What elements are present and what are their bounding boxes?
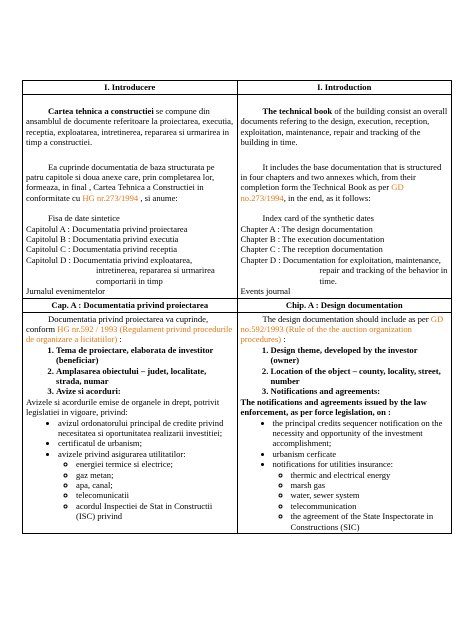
list-item: ◦ acordul Inspectiei de Stat in Constructii (ISC) privind: [76, 501, 234, 522]
right-header-introduction: I. Introduction: [237, 81, 452, 95]
list-item: ◦ thermic and electrical energy: [291, 470, 449, 480]
right-chapter-b: Chapter B : The execution documentation: [240, 234, 385, 245]
list-item: 2. Location of the object – county, locality, street, number: [271, 366, 449, 387]
list-item: [58, 449, 234, 522]
left-chapter-a: Capitolul A : Documentatia privind proiectarea: [26, 223, 188, 234]
right-numbered-list: [241, 345, 449, 397]
right-intro-cell: [237, 95, 452, 299]
right-fisa: Index card of the synthetic dates: [262, 213, 374, 224]
list-item: • avizul ordonatorului principal de credite privind necesitatea si oportunitatea realizarii investitiei;: [58, 418, 234, 439]
right-utilities-label: notifications for utilities insurance:: [272, 459, 394, 470]
left-design-text: Documentatia privind proiectarea va cuprinde, conform: [26, 313, 209, 334]
left-header-cap-a: Cap. A : Documentatia privind proiectarea: [23, 298, 238, 312]
left-design-end: :: [117, 334, 122, 345]
table-row: [23, 312, 452, 534]
list-item: ◦ telecomunicatii: [76, 490, 234, 500]
right-design-text: The design documentation should include as per: [262, 313, 431, 324]
left-hg-reference: HG nr.273/1994: [82, 192, 139, 203]
left-intro-title: Cartea tehnica a constructiei: [48, 106, 154, 116]
list-item: ◦ the agreement of the State Inspectorate in Constructions (SIC): [291, 511, 449, 532]
list-item: [273, 459, 449, 532]
left-structure-paragraph: [26, 162, 234, 204]
left-intro-paragraph: [26, 106, 234, 148]
right-intro-text: of the building consist an overall documents refering to the design, execution, reception, exploitation, maintenance, repair and tracking of the building in time.: [240, 106, 448, 148]
right-circle-list: [273, 470, 449, 532]
list-item: 3. Avize si acorduri:: [56, 386, 234, 396]
right-design-cell: [237, 312, 452, 534]
right-chapter-a: Chapter A : The design documentation: [240, 223, 373, 234]
right-intro-paragraph: [241, 106, 449, 148]
left-structure-text: Ea cuprinde documentatia de baza structurata pe patru capitole si doua anexe care, prin completarea lor, formeaza, in final , Cartea Tehnica a Constructiei in conformitate cu: [26, 161, 215, 203]
left-design-cell: [23, 312, 238, 534]
left-header-introducere: I. Introducere: [23, 81, 238, 95]
right-header-chip-a: Chip. A : Design documentation: [237, 298, 452, 312]
list-item: 2. Amplasarea obiectului – judet, localitate, strada, numar: [56, 366, 234, 387]
list-item: ◦ energiei termice si electrice;: [76, 459, 234, 469]
list-item: 1. Design theme, developed by the investor (owner): [271, 345, 449, 366]
list-item: 1. Tema de proiectare, elaborata de investitor (beneficiar): [56, 345, 234, 366]
right-structure-end: , in the end, as it follows:: [283, 192, 371, 203]
right-gd592-reference: GD no.592/1993 (Rule of the the auction organization procedures): [240, 313, 444, 345]
right-design-paragraph: [241, 314, 449, 345]
table-row: [23, 298, 452, 312]
table-row: [23, 81, 452, 95]
left-circle-list: [58, 459, 234, 521]
list-item: • certificatul de urbanism;: [58, 438, 234, 448]
right-intro-title: The technical book: [262, 106, 333, 116]
right-avize-text: The notifications and agreements issued by the law enforcement, as per force legislation, on :: [240, 396, 427, 418]
list-item: ◦ water, sewer system: [291, 490, 449, 500]
right-structure-paragraph: [241, 162, 449, 204]
left-intro-cell: [23, 95, 238, 299]
left-chapter-b: Capitolul B : Documentatia privind executia: [26, 234, 179, 245]
right-design-end: :: [281, 334, 286, 345]
list-item: ◦ gaz metan;: [76, 470, 234, 480]
left-chapter-c: Capitolul C : Documentatia privind receptia: [26, 244, 178, 255]
right-gd-reference: GD no.273/1994: [240, 182, 404, 203]
left-intro-text: se compune din ansamblul de documente referitoare la proiectarea, executia, receptia, exploatarea, intretinerea, repararea si urmarirea in timp a constructiei.: [26, 106, 234, 148]
left-utilities-label: avizele privind asigurarea utilitatilor:: [58, 448, 186, 459]
list-item: ◦ apa, canal;: [76, 480, 234, 490]
right-structure-text: It includes the base documentation that is structured in four chapters and two annexes which, from their completion form the Technical Book as per: [240, 161, 442, 193]
list-item: • urbanism cerficate: [273, 449, 449, 459]
right-chapter-c: Chapter C : The reception documentation: [240, 244, 383, 255]
left-numbered-list: [26, 345, 234, 397]
list-item: 3. Notifications and agreements:: [271, 386, 449, 396]
left-chapter-d: Capitolul D : Documentatia privind exploatarea, intretinerea, repararea si urmarirea comportarii in timp: [26, 254, 215, 286]
right-chapter-d: Chapter D : Documentation for exploitation, maintenance, repair and tracking of the behavior in time.: [240, 254, 448, 286]
left-structure-end: , si anume:: [138, 192, 178, 203]
bilingual-table: [22, 80, 452, 534]
table-row: [23, 95, 452, 299]
left-bullet-list: [26, 418, 234, 522]
list-item: • the principal credits sequencer notification on the necessity and opportunity of the investment accomplishment;: [273, 418, 449, 449]
right-bullet-list: [241, 418, 449, 532]
left-jurnal: Jurnalul evenimentelor: [26, 286, 105, 297]
right-jurnal: Events journal: [240, 286, 291, 297]
left-avize-text: Avizele si acordurile emise de organele in drept, potrivit legislatiei in vigoare, privind:: [26, 396, 220, 418]
left-hg592-reference: HG nr.592 / 1993 (Regulament privind procedurile de organizare a licitatiilor): [26, 323, 233, 345]
list-item: ◦ telecommunication: [291, 501, 449, 511]
left-design-paragraph: [26, 314, 234, 345]
list-item: ◦ marsh gas: [291, 480, 449, 490]
left-fisa: Fisa de date sintetice: [48, 213, 120, 224]
